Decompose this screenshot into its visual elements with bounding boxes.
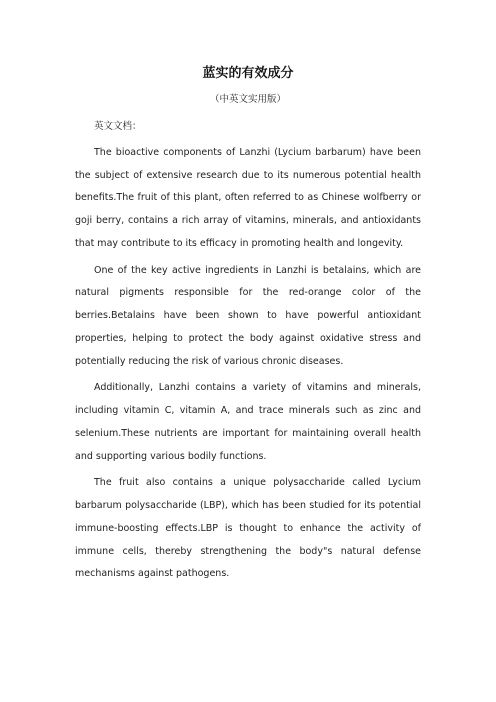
paragraph: Additionally, Lanzhi contains a variety of vitamins and minerals, including vitamin C, vitamin A, and trace minerals such as zinc and selenium.These nutrients are important for maintaining overall health and supporting various bodily functions. <box>75 382 421 462</box>
paragraph: One of the key active ingredients in Lanzhi is betalains, which are natural pigments responsible for the red-orange color of the berries.Betalains have been shown to have powerful antioxidant properties, helping to protect the body against oxidative stress and potentially reducing the risk of various chronic diseases. <box>75 264 421 367</box>
section-label: 英文文档： <box>94 121 142 132</box>
document-title: 蓝实的有效成分 <box>202 66 294 81</box>
body-text <box>75 142 421 590</box>
paragraph: The bioactive components of Lanzhi (Lycium barbarum) have been the subject of extensive research due to its numerous potential health benefits.The fruit of this plant, often referred to as Chinese wolfberry or goji berry, contains a rich array of vitamins, minerals, and antioxidants that may contribute to its efficacy in promoting health and longevity. <box>75 147 421 249</box>
paragraph: The fruit also contains a unique polysaccharide called Lycium barbarum polysaccharide (LBP), which has been studied for its potential immune-boosting effects.LBP is thought to enhance the activity of immune cells, thereby strengthening the body"s natural defense mechanisms against pathogens. <box>75 477 421 580</box>
document-subtitle: （中英文实用版） <box>209 94 286 105</box>
